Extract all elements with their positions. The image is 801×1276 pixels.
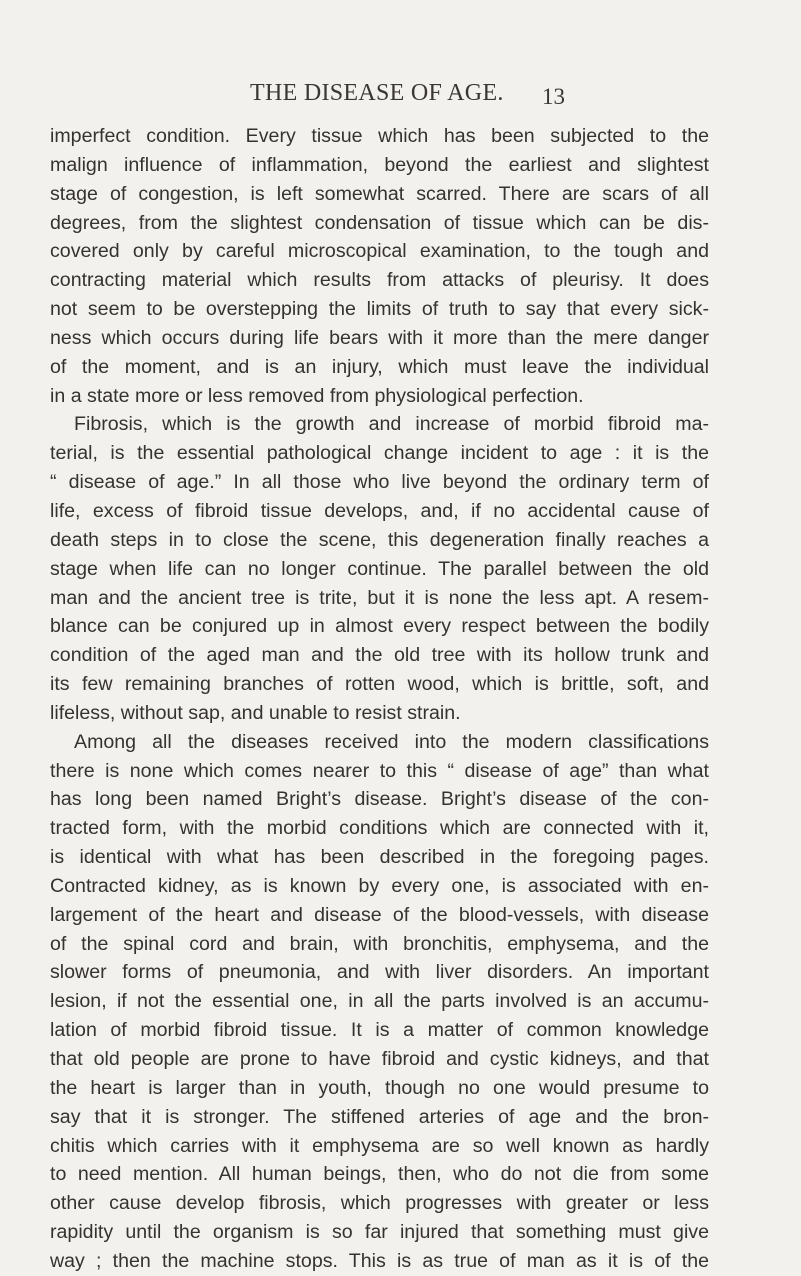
text-line: slower forms of pneumonia, and with liver disorders. An important — [50, 961, 709, 984]
text-line: the heart is larger than in youth, though no one would presume to — [50, 1076, 709, 1099]
text-line: condition of the aged man and the old tree with its hollow trunk and — [50, 644, 709, 667]
body-text — [50, 122, 709, 1276]
text-line: other cause develop fibrosis, which progresses with greater or less — [50, 1192, 709, 1215]
text-line: stage when life can no longer continue. The parallel between the old — [50, 557, 709, 580]
text-line: degrees, from the slightest condensation of tissue which can be dis- — [50, 211, 709, 234]
text-line: of the spinal cord and brain, with bronchitis, emphysema, and the — [50, 932, 709, 955]
text-line: terial, is the essential pathological change incident to age : it is the — [50, 442, 709, 465]
text-line: imperfect condition. Every tissue which has been subjected to the — [50, 125, 709, 147]
text-line: malign influence of inflammation, beyond the earliest and slightest — [50, 153, 709, 176]
running-title: THE DISEASE OF AGE. — [250, 80, 504, 106]
running-head — [0, 80, 801, 110]
text-line: not seem to be overstepping the limits of truth to say that every sick- — [50, 298, 709, 321]
text-line: has long been named Bright’s disease. Bright’s disease of the con- — [50, 788, 709, 811]
text-line: that old people are prone to have fibroid and cystic kidneys, and that — [50, 1048, 709, 1070]
text-line: largement of the heart and disease of the blood-vessels, with disease — [50, 903, 709, 926]
text-line: man and the ancient tree is trite, but it is none the less apt. A resem- — [50, 586, 709, 609]
text-line: its few remaining branches of rotten wood, which is brittle, soft, and — [50, 673, 709, 696]
text-line: lifeless, without sap, and unable to resist strain. — [50, 701, 461, 724]
text-line: say that it is stronger. The stiffened arteries of age and the bron- — [50, 1105, 709, 1128]
text-line: blance can be conjured up in almost every respect between the bodily — [50, 615, 709, 638]
text-line: covered only by careful microscopical examination, to the tough and — [50, 240, 709, 263]
text-line: “ disease of age.” In all those who live beyond the ordinary term of — [50, 471, 709, 494]
text-line: death steps in to close the scene, this degeneration finally reaches a — [50, 528, 709, 551]
text-line: rapidity until the organism is so far injured that something must give — [50, 1221, 709, 1244]
text-line: Among all the diseases received into the modern classifications — [74, 730, 709, 753]
text-line: lesion, if not the essential one, in all the parts involved is an accumu- — [50, 990, 709, 1013]
text-line: ness which occurs during life bears with it more than the mere danger — [50, 326, 709, 349]
text-line: contracting material which results from attacks of pleurisy. It does — [50, 269, 709, 292]
text-line: in a state more or less removed from physiological perfection. — [50, 384, 584, 407]
text-line: of the moment, and is an injury, which must leave the individual — [50, 355, 709, 378]
text-line: lation of morbid fibroid tissue. It is a matter of common knowledge — [50, 1019, 709, 1042]
text-line: Contracted kidney, as is known by every one, is associated with en- — [50, 874, 709, 897]
page-number: 13 — [542, 84, 565, 109]
text-line: tracted form, with the morbid conditions which are connected with it, — [50, 817, 709, 840]
text-line: way ; then the machine stops. This is as true of man as it is of the — [50, 1249, 709, 1272]
text-line: stage of congestion, is left somewhat scarred. There are scars of all — [50, 182, 709, 205]
text-line: to need mention. All human beings, then, who do not die from some — [50, 1163, 709, 1186]
text-line: Fibrosis, which is the growth and increase of morbid fibroid ma- — [74, 413, 709, 436]
text-line: life, excess of fibroid tissue develops, and, if no accidental cause of — [50, 499, 709, 522]
text-line: there is none which comes nearer to this “ disease of age” than what — [50, 759, 709, 782]
text-line: is identical with what has been described in the foregoing pages. — [50, 846, 709, 869]
text-line: chitis which carries with it emphysema are so well known as hardly — [50, 1134, 709, 1157]
